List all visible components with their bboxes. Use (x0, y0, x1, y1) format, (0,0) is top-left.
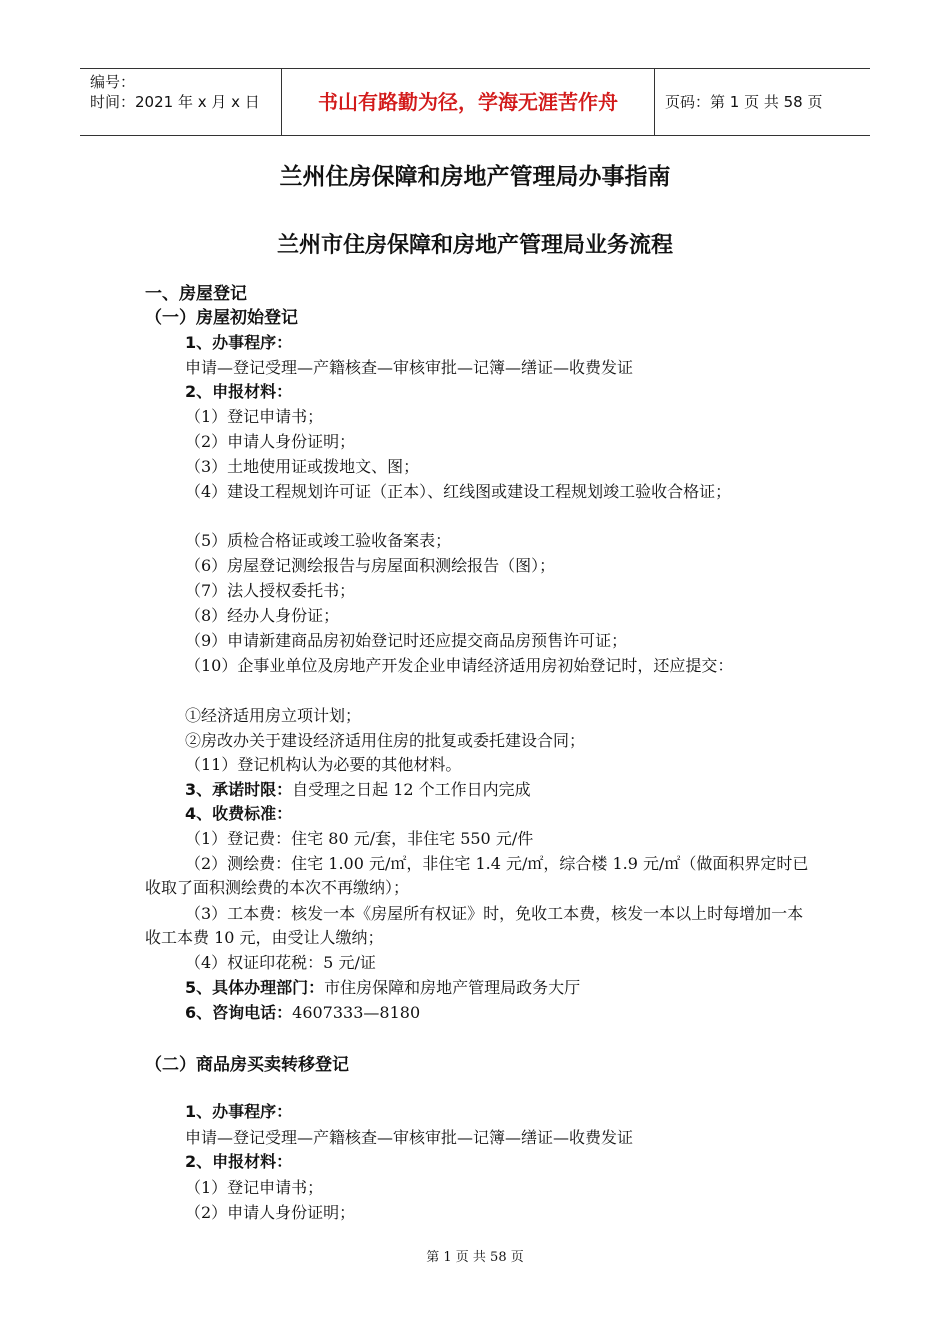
fee-item: （2）测绘费：住宅 1.00 元/㎡，非住宅 1.4 元/㎡，综合楼 1.9 元/㎡（做面积界定时已收取了面积测绘费的本次不再缴纳）； (145, 854, 809, 897)
material-item: （6）房屋登记测绘报告与房屋面积测绘报告（图）； (185, 556, 556, 575)
department-line (185, 976, 580, 1000)
material-item: （4）建设工程规划许可证（正本）、红线图或建设工程规划竣工验收合格证； (185, 482, 732, 501)
page-footer: 第 1 页 共 58 页 (426, 1250, 524, 1265)
fee-item: （4）权证印花税：5 元/证 (185, 953, 376, 972)
material-item: （7）法人授权委托书； (185, 581, 356, 600)
time-label: 时间：2021 年 x 月 x 日 (90, 93, 260, 111)
material-item: （5）质检合格证或竣工验收备案表； (185, 531, 452, 550)
phone-label: 6、咨询电话： (185, 1003, 293, 1022)
material-sub-item: ①经济适用房立项计划； (185, 706, 362, 725)
document-subtitle: 兰州市住房保障和房地产管理局业务流程 (276, 233, 673, 258)
time-limit-label: 3、承诺时限： (185, 780, 293, 799)
procedure-text: 申请—登记受理—产籍核查—审核审批—记簿—缮证—收费发证 (185, 1128, 634, 1147)
header-motto: 书山有路勤为径，学海无涯苦作舟 (281, 69, 655, 135)
phone-line (185, 1001, 420, 1025)
fee-item: （1）登记费：住宅 80 元/套，非住宅 550 元/件 (185, 829, 534, 848)
procedure-text: 申请—登记受理—产籍核查—审核审批—记簿—缮证—收费发证 (185, 358, 634, 377)
material-item: （9）申请新建商品房初始登记时还应提交商品房预售许可证； (185, 631, 628, 650)
subsection-heading: （二）商品房买卖转移登记 (145, 1055, 349, 1075)
department-label: 5、具体办理部门： (185, 978, 325, 997)
material-item: （1）登记申请书； (185, 407, 324, 426)
page-header (80, 68, 870, 136)
department-text: 市住房保障和房地产管理局政务大厅 (324, 978, 581, 997)
procedure-label: 1、办事程序： (185, 333, 293, 352)
material-item: （1）登记申请书； (185, 1178, 324, 1197)
header-page-info: 页码：第 1 页 共 58 页 (665, 93, 823, 111)
section-heading: 一、房屋登记 (145, 284, 247, 304)
header-meta (80, 69, 281, 135)
materials-label: 2、申报材料： (185, 1152, 293, 1171)
fee-label: 4、收费标准： (185, 804, 293, 823)
materials-label: 2、申报材料： (185, 382, 293, 401)
number-label: 编号： (90, 73, 136, 91)
material-item: （11）登记机构认为必要的其他材料。 (185, 755, 462, 774)
material-item: （3）土地使用证或拨地文、图； (185, 457, 420, 476)
subsection-heading: （一）房屋初始登记 (145, 308, 298, 328)
phone-text: 4607333—8180 (292, 1003, 421, 1022)
material-item: （2）申请人身份证明； (185, 432, 356, 451)
material-item: （10）企事业单位及房地产开发企业申请经济适用房初始登记时，还应提交： (185, 656, 734, 675)
material-item: （2）申请人身份证明； (185, 1203, 356, 1222)
material-sub-item: ②房改办关于建设经济适用住房的批复或委托建设合同； (185, 731, 586, 750)
time-limit-text: 自受理之日起 12 个工作日内完成 (292, 780, 531, 799)
time-limit-line (185, 778, 531, 802)
procedure-label: 1、办事程序： (185, 1102, 293, 1121)
fee-item: （3）工本费：核发一本《房屋所有权证》时，免收工本费，核发一本以上时每增加一本收工本费 10 元，由受让人缴纳； (145, 904, 804, 947)
material-item: （8）经办人身份证； (185, 606, 340, 625)
document-title: 兰州住房保障和房地产管理局办事指南 (279, 164, 671, 190)
